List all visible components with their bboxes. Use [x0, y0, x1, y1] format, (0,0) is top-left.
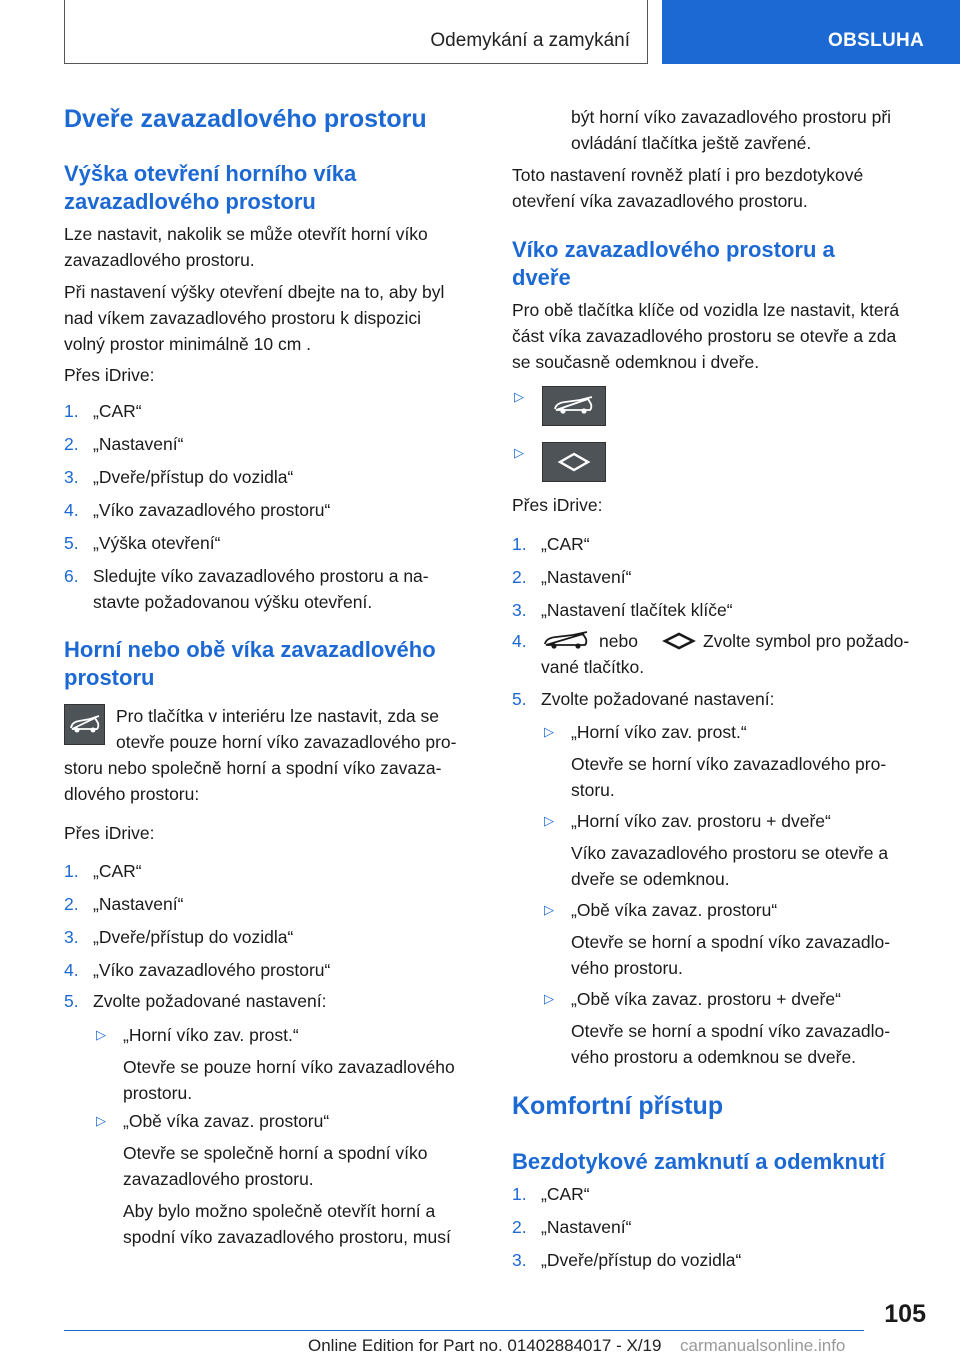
list-item: „CAR“	[93, 861, 142, 881]
list-item: „Dveře/přístup do vozidla“	[541, 1250, 742, 1270]
text-line: vého prostoru a odemknou se dveře.	[571, 1047, 857, 1067]
list-item-text	[541, 628, 933, 680]
text-line: vého prostoru.	[571, 958, 683, 978]
list-number: 1.	[512, 1184, 527, 1204]
heading-comfort-access: Komfortní přístup	[512, 1092, 724, 1120]
text-line: nad víkem zavazadlového prostoru k dispozici	[64, 308, 421, 328]
list-item: „Dveře/přístup do vozidla“	[93, 467, 294, 487]
text-line: „Horní víko zav. prostoru + dveře“	[571, 811, 831, 831]
text-line: být horní víko zavazadlového prostoru při	[571, 107, 892, 127]
option-item	[571, 808, 931, 892]
text-line: prostoru.	[123, 1083, 193, 1103]
via-idrive-label: Přes iDrive:	[512, 495, 603, 515]
heading-line: prostoru	[64, 665, 155, 690]
list-number: 3.	[64, 467, 79, 487]
text-line: Toto nastavení rovněž platí i pro bezdotykové	[512, 165, 864, 185]
watermark: carmanualsonline.info	[680, 1336, 846, 1355]
list-number: 5.	[64, 533, 79, 553]
text-line: Otevře se společně horní a spodní víko	[123, 1143, 428, 1163]
text-line: Otevře se horní víko zavazadlového pro-	[571, 754, 887, 774]
heading-line: zavazadlového prostoru	[64, 189, 316, 214]
option-bullet-icon: ▷	[96, 1113, 106, 1128]
text-line: vané tlačítko.	[541, 657, 645, 677]
list-number: 2.	[512, 567, 527, 587]
text-line: část víka zavazadlového prostoru se otevře a zda	[512, 326, 897, 346]
text-line: dlového prostoru:	[64, 784, 200, 804]
option-item	[571, 986, 931, 1070]
text-line: Víko zavazadlového prostoru se otevře a	[571, 843, 889, 863]
list-item: „Výška otevření“	[93, 533, 221, 553]
text-line: Pro tlačítka v interiéru lze nastavit, zda se	[116, 706, 439, 726]
text-line: Lze nastavit, nakolik se může otevřít horní víko	[64, 224, 428, 244]
list-number: 2.	[64, 894, 79, 914]
text-line: Otevře se pouze horní víko zavazadlového	[123, 1057, 455, 1077]
section-title: Odemykání a zamykání	[430, 30, 630, 51]
via-idrive-label: Přes iDrive:	[64, 823, 155, 843]
text-line: Otevře se horní a spodní víko zavazadlo-	[571, 932, 891, 952]
list-number: 1.	[64, 861, 79, 881]
list-item: „Dveře/přístup do vozidla“	[93, 927, 294, 947]
list-number: 5.	[64, 991, 79, 1011]
text-line: se současně odemknou i dveře.	[512, 352, 760, 372]
car-tailgate-icon	[542, 386, 606, 426]
paragraph	[64, 755, 441, 807]
chapter-tab-label: OBSLUHA	[828, 30, 925, 51]
text-line: Sledujte víko zavazadlového prostoru a na-	[93, 566, 429, 586]
list-item-text: nebo	[599, 631, 638, 651]
text-line: Pro obě tlačítka klíče od vozidla lze nastavit, která	[512, 300, 900, 320]
option-bullet-icon: ▷	[514, 445, 524, 460]
heading-line: Víko zavazadlového prostoru a	[512, 237, 835, 262]
list-item: „Nastavení“	[541, 567, 632, 587]
list-item: „CAR“	[541, 534, 590, 554]
list-item: Zvolte požadované nastavení:	[541, 689, 775, 709]
heading-lid-and-doors	[512, 236, 835, 292]
paragraph	[512, 297, 899, 375]
page-title: Dveře zavazadlového prostoru	[64, 105, 427, 133]
text-line: zavazadlového prostoru.	[123, 1169, 314, 1189]
text-line: otevření víka zavazadlového prostoru.	[512, 191, 808, 211]
text-line: volný prostor minimálně 10 cm .	[64, 334, 312, 354]
paragraph	[64, 221, 428, 273]
footer-divider	[64, 1330, 864, 1331]
list-number: 6.	[64, 566, 79, 586]
text-line: „Obě víka zavaz. prostoru“	[123, 1111, 330, 1131]
list-number: 4.	[64, 500, 79, 520]
paragraph	[512, 162, 863, 214]
list-number: 4.	[64, 960, 79, 980]
list-item: „Víko zavazadlového prostoru“	[93, 960, 331, 980]
option-bullet-icon: ▷	[544, 902, 554, 917]
via-idrive-label: Přes iDrive:	[64, 365, 155, 385]
option-item	[571, 719, 931, 803]
heading-opening-height	[64, 160, 356, 216]
heading-line: Výška otevření horního víka	[64, 161, 357, 186]
footer-edition: Online Edition for Part no. 01402884017 - X/19	[308, 1336, 662, 1355]
heading-upper-or-both-lids	[64, 636, 436, 692]
list-number: 1.	[512, 534, 527, 554]
list-number: 2.	[512, 1217, 527, 1237]
text-line: storu.	[571, 780, 615, 800]
list-item: „Nastavení“	[93, 434, 184, 454]
text-line: ovládání tlačítka ještě zavřené.	[571, 133, 812, 153]
list-item: „Nastavení tlačítek klíče“	[541, 600, 733, 620]
option-item	[123, 1022, 483, 1106]
list-number: 4.	[512, 631, 527, 651]
heading-line: Horní nebo obě víka zavazadlového	[64, 637, 436, 662]
text-line: Při nastavení výšky otevření dbejte na to, aby byl	[64, 282, 445, 302]
list-number: 3.	[512, 1250, 527, 1270]
text-line: stavte požadovanou výšku otevření.	[93, 592, 373, 612]
text-line: storu nebo společně horní a spodní víko zavaza-	[64, 758, 442, 778]
option-bullet-icon: ▷	[544, 724, 554, 739]
chapter-tab	[662, 0, 960, 64]
list-item: „Nastavení“	[93, 894, 184, 914]
list-number: 1.	[64, 401, 79, 421]
text-line: otevře pouze horní víko zavazadlového pro-	[116, 732, 457, 752]
diamond-key-icon	[542, 442, 606, 482]
text-line: Aby bylo možno společně otevřít horní a	[123, 1201, 436, 1221]
paragraph	[64, 279, 444, 357]
option-bullet-icon: ▷	[96, 1027, 106, 1042]
list-number: 5.	[512, 689, 527, 709]
list-item: „Nastavení“	[541, 1217, 632, 1237]
paragraph	[116, 703, 486, 755]
heading-line: dveře	[512, 265, 571, 290]
text-line: zavazadlového prostoru.	[64, 250, 255, 270]
text-line: Zvolte symbol pro požado-	[703, 631, 910, 651]
list-number: 3.	[64, 927, 79, 947]
text-line: „Horní víko zav. prost.“	[123, 1025, 299, 1045]
list-item: Zvolte požadované nastavení:	[93, 991, 327, 1011]
option-bullet-icon: ▷	[544, 991, 554, 1006]
text-line: dveře se odemknou.	[571, 869, 730, 889]
option-item	[571, 897, 931, 981]
text-line: Otevře se horní a spodní víko zavazadlo-	[571, 1021, 891, 1041]
option-item	[123, 1108, 483, 1250]
list-item: „CAR“	[93, 401, 142, 421]
page-number: 105	[884, 1300, 926, 1328]
text-line: „Horní víko zav. prost.“	[571, 722, 747, 742]
text-line: spodní víko zavazadlového prostoru, musí	[123, 1227, 451, 1247]
heading-keyless-lock: Bezdotykové zamknutí a odemknutí	[512, 1149, 885, 1174]
list-item: „Víko zavazadlového prostoru“	[93, 500, 331, 520]
list-number: 3.	[512, 600, 527, 620]
car-tailgate-icon	[64, 704, 105, 745]
text-line: „Obě víka zavaz. prostoru“	[571, 900, 778, 920]
option-bullet-icon: ▷	[514, 389, 524, 404]
list-item: „CAR“	[541, 1184, 590, 1204]
paragraph-continued	[571, 104, 931, 156]
text-line: „Obě víka zavaz. prostoru + dveře“	[571, 989, 841, 1009]
list-item	[93, 563, 429, 615]
list-number: 2.	[64, 434, 79, 454]
option-bullet-icon: ▷	[544, 813, 554, 828]
